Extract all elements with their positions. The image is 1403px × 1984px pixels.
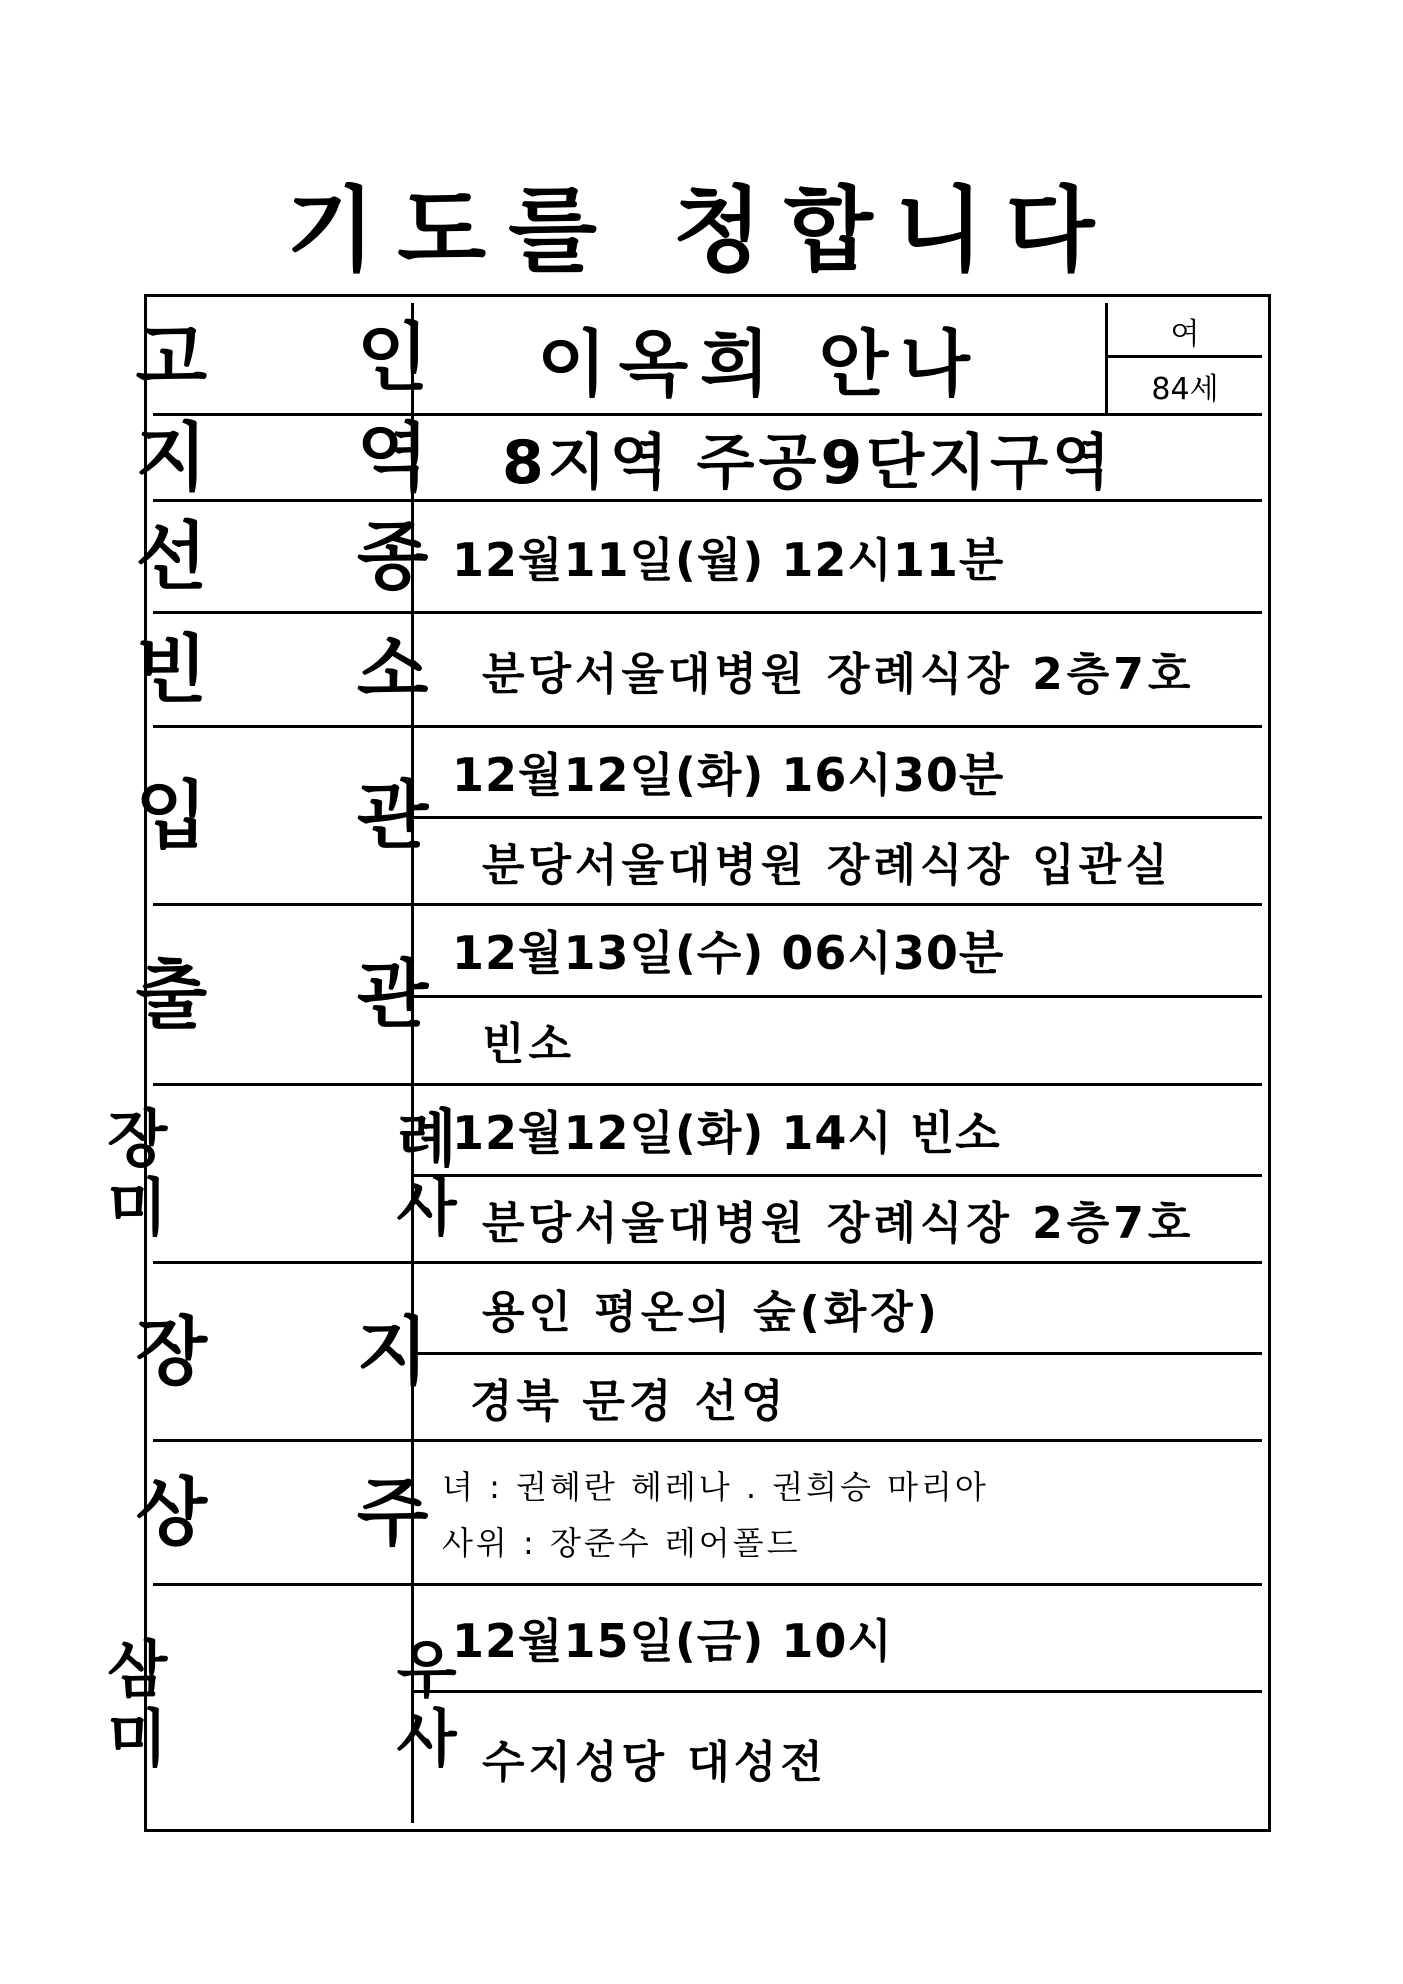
funeral-mass-place: 분당서울대병원 장례식장 2층7호 (482, 1197, 1195, 1249)
funeral-mass-label-line2: 미 사 (107, 1170, 561, 1244)
row-wake (135, 611, 1262, 725)
third-day-mass-place: 수지성당 대성전 (482, 1737, 827, 1789)
third-day-mass-label-line2: 미 사 (107, 1701, 561, 1775)
burial-label: 장 지 (135, 1308, 491, 1395)
deceased-age: 84세 (1108, 355, 1262, 413)
row-deceased (135, 303, 1262, 413)
chief-mourners-line1: 녀 : 권혜란 헤레나 . 권희승 마리아 (442, 1467, 989, 1506)
encoffining-datetime: 12월12일(화) 16시30분 (452, 747, 1005, 802)
row-encoffining (135, 725, 1262, 903)
row-funeral-mass (107, 1083, 1262, 1261)
row-chief-mourners (135, 1439, 1262, 1583)
burial-line2: 경북 문경 선영 (470, 1375, 788, 1427)
encoffining-label: 입 관 (135, 772, 491, 859)
row-departure (135, 903, 1262, 1083)
chief-mourners-line2: 사위 : 장준수 레어폴드 (442, 1523, 801, 1562)
deceased-gender: 여 (1170, 316, 1200, 352)
row-burial (135, 1261, 1262, 1439)
row-death (135, 499, 1262, 611)
burial-line1: 용인 평온의 숲(화장) (482, 1286, 941, 1338)
deceased-name: 이옥희 안나 (537, 322, 982, 406)
funeral-notice-table (107, 294, 1271, 1832)
departure-datetime: 12월13일(수) 06시30분 (452, 926, 1005, 981)
death-datetime: 12월11일(월) 12시11분 (452, 532, 1005, 587)
funeral-mass-datetime: 12월12일(화) 14시 빈소 (452, 1105, 1001, 1160)
death-label: 선 종 (135, 513, 491, 600)
page-title: 기도를 청합니다 (286, 177, 1117, 284)
wake-label: 빈 소 (135, 626, 491, 713)
funeral-mass-label-line1: 장 례 (107, 1102, 561, 1176)
deceased-label: 고 인 (135, 315, 491, 401)
row-region (135, 413, 1262, 501)
region-label: 지 역 (135, 414, 491, 501)
third-day-mass-datetime: 12월15일(금) 10시 (452, 1614, 893, 1669)
wake-place: 분당서울대병원 장례식장 2층7호 (482, 648, 1195, 700)
region-value: 8지역 주공9단지구역 (502, 427, 1115, 498)
third-day-mass-label-line1: 삼 우 (107, 1633, 561, 1707)
chief-mourners-label: 상 주 (135, 1469, 491, 1556)
encoffining-place: 분당서울대병원 장례식장 입관실 (482, 839, 1172, 891)
departure-place: 빈소 (482, 1019, 576, 1071)
departure-label: 출 관 (135, 951, 491, 1038)
row-third-day-mass (107, 1583, 1262, 1823)
